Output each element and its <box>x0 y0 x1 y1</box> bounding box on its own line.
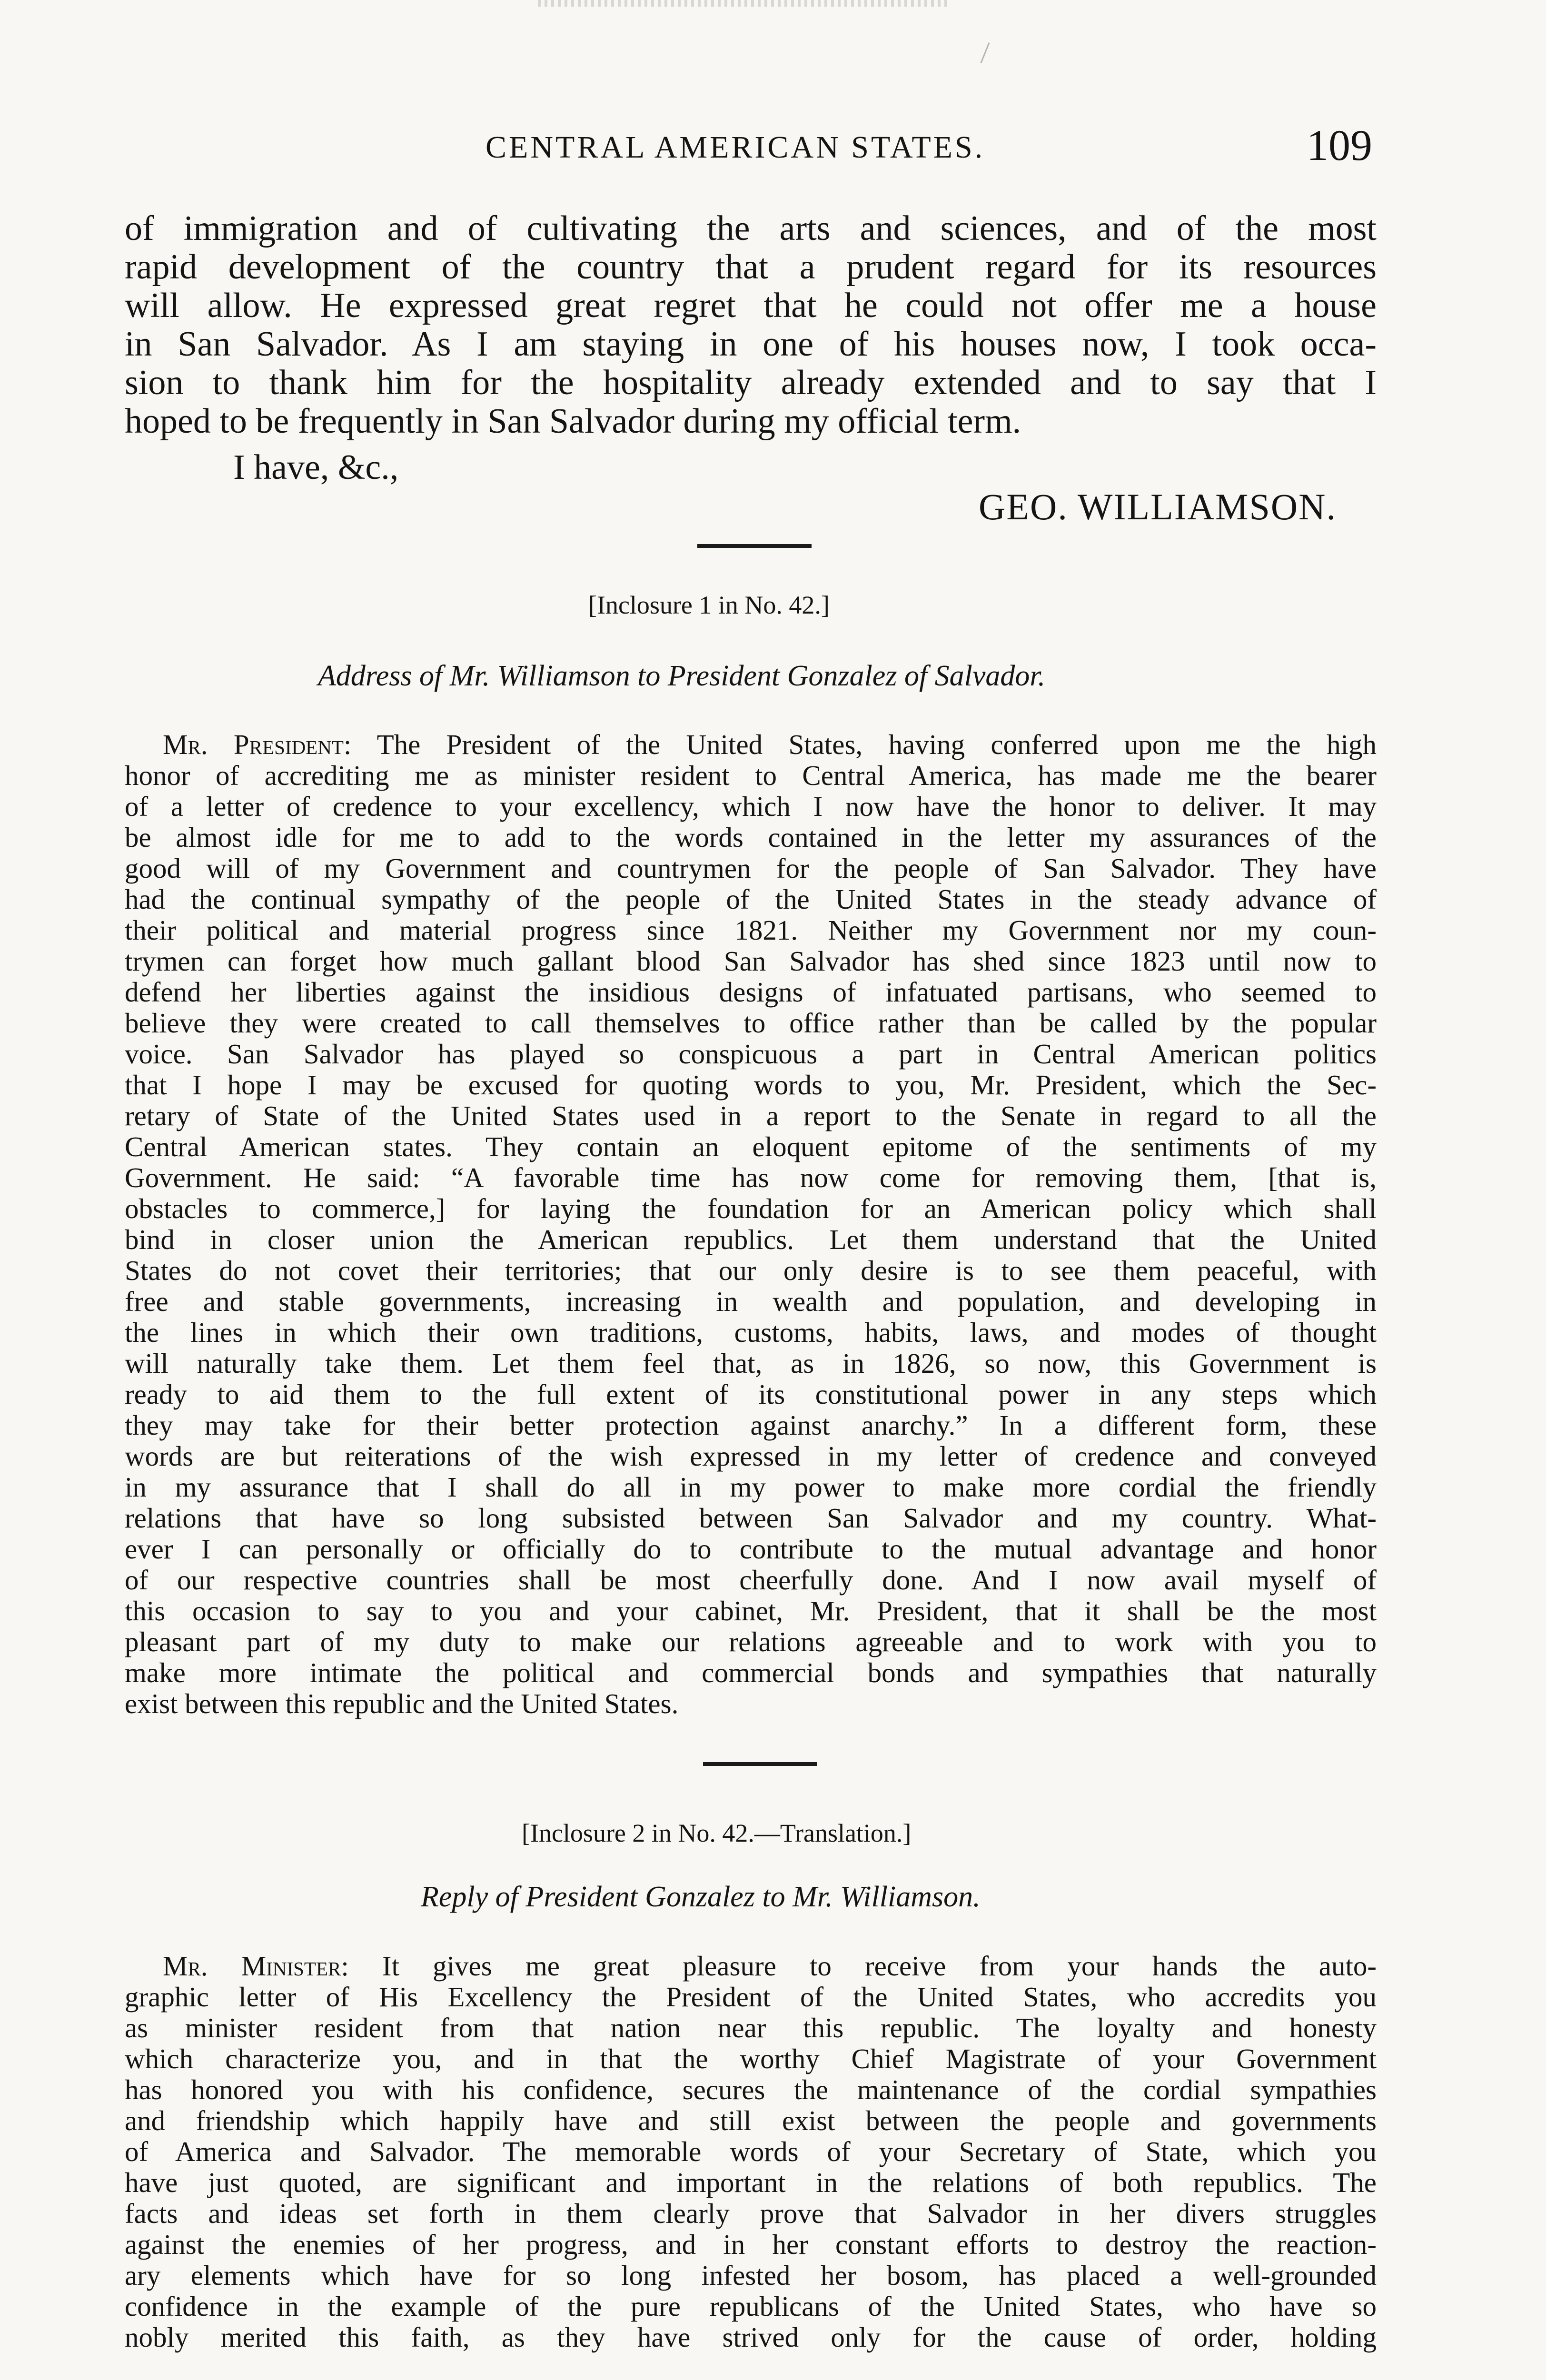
inclosure-1-body <box>125 729 1377 1719</box>
address-line: in my assurance that I shall do all in my power to make more cordial the friendly <box>125 1471 1377 1503</box>
letter-closing: I have, &c., <box>233 448 399 487</box>
letter-line: hoped to be frequently in San Salvador during my official term. <box>125 402 1021 441</box>
letter-line: rapid development of the country that a prudent regard for its resources <box>125 248 1377 287</box>
address-line <box>125 729 1377 760</box>
address-line: retary of State of the United States used in a report to the Senate in regard to all the <box>125 1100 1377 1131</box>
address-line: good will of my Government and countrymen for the people of San Salvador. They have <box>125 853 1377 884</box>
page-number: 109 <box>1307 121 1372 169</box>
address-line: obstacles to commerce,] for laying the foundation for an American policy which shall <box>125 1193 1377 1224</box>
section-divider <box>703 1762 817 1766</box>
address-line: pleasant part of my duty to make our relations agreeable and to work with you to <box>125 1626 1377 1657</box>
address-line: relations that have so long subsisted between San Salvador and my country. What- <box>125 1502 1377 1534</box>
letter-line: of immigration and of cultivating the arts and sciences, and of the most <box>125 209 1377 248</box>
letter-body <box>125 209 1377 441</box>
address-line: the lines in which their own traditions, customs, habits, laws, and modes of thought <box>125 1317 1377 1348</box>
reply-line: which characterize you, and in that the worthy Chief Magistrate of your Government <box>125 2043 1377 2074</box>
address-line: bind in closer union the American republics. Let them understand that the United <box>125 1224 1377 1255</box>
salutation: Mr. Minister <box>163 1950 341 1982</box>
reply-line: have just quoted, are significant and important in the relations of both republics. The <box>125 2167 1377 2198</box>
address-line: exist between this republic and the United States. <box>125 1688 679 1719</box>
inclosure-1-title: Address of Mr. Williamson to President Gonzalez of Salvador. <box>318 660 1046 692</box>
address-line: voice. San Salvador has played so conspicuous a part in Central American politics <box>125 1038 1377 1070</box>
address-line: trymen can forget how much gallant blood San Salvador has shed since 1823 until now to <box>125 945 1377 977</box>
scan-mark <box>980 42 990 63</box>
address-line: be almost idle for me to add to the words contained in the letter my assurances of the <box>125 822 1377 853</box>
reply-line <box>125 1951 1377 1982</box>
reply-line-rest: : It gives me great pleasure to receive from your hands the auto- <box>341 1950 1377 1982</box>
address-line: honor of accrediting me as minister resident to Central America, has made me the bearer <box>125 760 1377 791</box>
inclosure-2-title: Reply of President Gonzalez to Mr. Williamson. <box>421 1881 981 1913</box>
scan-artifact <box>538 0 947 7</box>
reply-line: and friendship which happily have and still exist between the people and governments <box>125 2105 1377 2136</box>
inclosure-1-label: [Inclosure 1 in No. 42.] <box>588 591 830 619</box>
reply-line: ary elements which have for so long infested her bosom, has placed a well-grounded <box>125 2260 1377 2291</box>
reply-line: confidence in the example of the pure republicans of the United States, who have so <box>125 2291 1377 2322</box>
address-line: States do not covet their territories; that our only desire is to see them peaceful, with <box>125 1255 1377 1286</box>
salutation: Mr. President <box>163 729 344 760</box>
address-line: this occasion to say to you and your cabinet, Mr. President, that it shall be the most <box>125 1595 1377 1626</box>
letter-line: sion to thank him for the hospitality already extended and to say that I <box>125 363 1377 402</box>
address-line: will naturally take them. Let them feel that, as in 1826, so now, this Government is <box>125 1348 1377 1379</box>
address-line: Government. He said: “A favorable time has now come for removing them, [that is, <box>125 1162 1377 1193</box>
address-line: believe they were created to call themselves to office rather than be called by the popular <box>125 1007 1377 1039</box>
address-line: their political and material progress since 1821. Neither my Government nor my coun- <box>125 914 1377 946</box>
address-line: ready to aid them to the full extent of its constitutional power in any steps which <box>125 1378 1377 1410</box>
reply-line: as minister resident from that nation near this republic. The loyalty and honesty <box>125 2012 1377 2043</box>
reply-line: against the enemies of her progress, and in her constant efforts to destroy the reaction- <box>125 2229 1377 2260</box>
address-line: defend her liberties against the insidious designs of infatuated partisans, who seemed to <box>125 976 1377 1008</box>
address-line: words are but reiterations of the wish expressed in my letter of credence and conveyed <box>125 1440 1377 1472</box>
address-line: Central American states. They contain an eloquent epitome of the sentiments of my <box>125 1131 1377 1162</box>
address-line: that I hope I may be excused for quoting words to you, Mr. President, which the Sec- <box>125 1069 1377 1101</box>
reply-line: nobly merited this faith, as they have strived only for the cause of order, holding <box>125 2321 1377 2353</box>
address-line: free and stable governments, increasing in wealth and population, and developing in <box>125 1286 1377 1317</box>
letter-line: will allow. He expressed great regret that he could not offer me a house <box>125 286 1377 325</box>
section-divider <box>697 544 812 548</box>
address-line: make more intimate the political and commercial bonds and sympathies that naturally <box>125 1657 1377 1688</box>
address-line: had the continual sympathy of the people of the United States in the steady advance of <box>125 883 1377 915</box>
address-line: of a letter of credence to your excellency, which I now have the honor to deliver. It may <box>125 791 1377 822</box>
address-line: of our respective countries shall be most cheerfully done. And I now avail myself of <box>125 1564 1377 1596</box>
inclosure-2-label: [Inclosure 2 in No. 42.—Translation.] <box>522 1819 912 1847</box>
reply-line: graphic letter of His Excellency the President of the United States, who accredits you <box>125 1981 1377 2013</box>
address-line: ever I can personally or officially do to contribute to the mutual advantage and honor <box>125 1533 1377 1565</box>
address-line-rest: : The President of the United States, having conferred upon me the high <box>343 729 1377 760</box>
reply-line: has honored you with his confidence, secures the maintenance of the cordial sympathies <box>125 2074 1377 2105</box>
address-line: they may take for their better protection against anarchy.” In a different form, these <box>125 1409 1377 1441</box>
letter-signature: GEO. WILLIAMSON. <box>979 486 1337 527</box>
inclosure-2-body <box>125 1951 1377 2353</box>
reply-line: of America and Salvador. The memorable words of your Secretary of State, which you <box>125 2136 1377 2167</box>
running-head: CENTRAL AMERICAN STATES. <box>486 130 985 165</box>
reply-line: facts and ideas set forth in them clearly prove that Salvador in her divers struggles <box>125 2198 1377 2229</box>
letter-line: in San Salvador. As I am staying in one of his houses now, I took occa- <box>125 325 1377 364</box>
